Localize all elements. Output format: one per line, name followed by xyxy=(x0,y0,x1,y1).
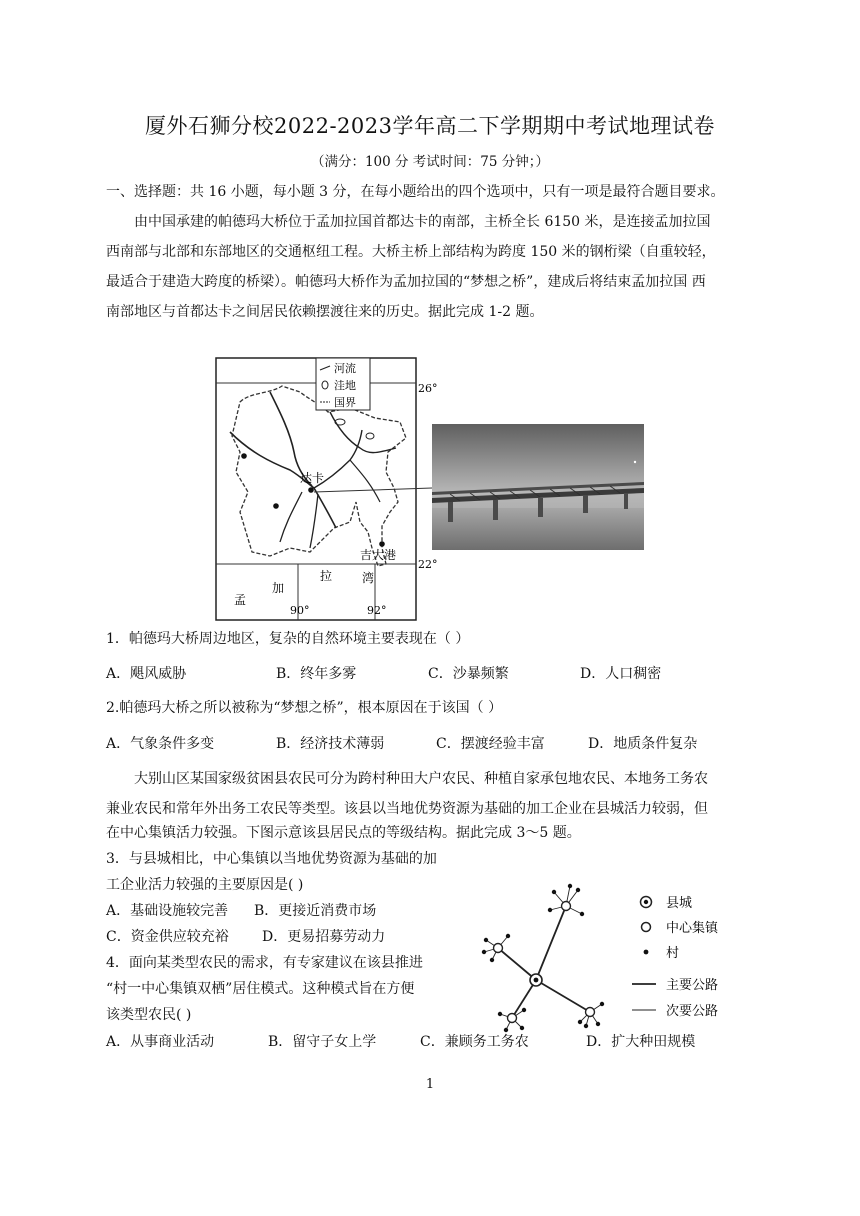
dhaka-dot xyxy=(308,487,314,493)
passage1-line-4: 南部地区与首都达卡之间居民依赖摆渡往来的历史。据此完成 1-2 题。 xyxy=(106,304,544,320)
svg-text:92°: 92° xyxy=(367,604,387,617)
svg-text:孟: 孟 xyxy=(234,593,247,607)
q1-option-c[interactable]: C．沙暴频繁 xyxy=(428,666,509,682)
passage2-line-2: 兼业农民和常年外出务工农民等类型。该县以当地优势资源为基础的加工企业在县城活力较弱，但 xyxy=(106,801,708,817)
svg-text:县城: 县城 xyxy=(666,896,693,911)
q4-option-a[interactable]: A．从事商业活动 xyxy=(106,1034,215,1050)
dhaka-label: 达卡 xyxy=(300,471,325,485)
svg-text:拉: 拉 xyxy=(320,569,333,583)
main-road xyxy=(498,948,536,980)
city-dot xyxy=(273,503,279,509)
q3-option-a[interactable]: A．基础设施较完善 xyxy=(106,903,229,919)
page-number: 1 xyxy=(425,1077,435,1092)
svg-text:22°: 22° xyxy=(418,558,438,571)
q2-option-c[interactable]: C．摆渡经验丰富 xyxy=(436,736,545,752)
exam-subtitle: （满分：100 分 考试时间：75 分钟；） xyxy=(310,154,550,170)
passage2-line-1: 大别山区某国家级贫困县农民可分为跨村种田大户农民、种植自家承包地农民、本地务工务农 xyxy=(134,771,708,787)
q2-option-b[interactable]: B．经济技术薄弱 xyxy=(276,736,385,752)
q1-option-a[interactable]: A．飓风威胁 xyxy=(106,666,187,682)
passage2-line-3: 在中心集镇活力较强。下图示意该县居民点的等级结构。据此完成 3～5 题。 xyxy=(106,825,581,841)
main-road xyxy=(536,980,590,1012)
svg-text:加: 加 xyxy=(272,581,285,595)
q1-stem: 1．帕德玛大桥周边地区，复杂的自然环境主要表现在（ ） xyxy=(106,631,470,647)
passage1-line-3: 最适合于建造大跨度的桥梁）。帕德玛大桥作为孟加拉国的“梦想之桥”，建成后将结束孟加拉国 西 xyxy=(106,274,706,290)
q3-option-d[interactable]: D．更易招募劳动力 xyxy=(262,929,386,945)
q2-stem: 2.帕德玛大桥之所以被称为“梦想之桥”，根本原因在于该国（ ） xyxy=(106,700,503,716)
q2-option-d[interactable]: D．地质条件复杂 xyxy=(588,736,698,752)
q1-option-b[interactable]: B．终年多雾 xyxy=(276,666,357,682)
svg-text:主要公路: 主要公路 xyxy=(666,978,719,993)
svg-text:洼地: 洼地 xyxy=(334,379,356,392)
chittagong-dot xyxy=(379,541,385,547)
q4-option-d[interactable]: D．扩大种田规模 xyxy=(586,1034,696,1050)
q4-option-b[interactable]: B．留守子女上学 xyxy=(268,1034,377,1050)
passage1-line-2: 西南部与北部和东部地区的交通枢纽工程。大桥主桥上部结构为跨度 150 米的钢桁梁（自重较轻， xyxy=(106,244,716,260)
q3-option-b[interactable]: B．更接近消费市场 xyxy=(254,903,377,919)
q4-option-c[interactable]: C．兼顾务工务农 xyxy=(420,1034,529,1050)
svg-text:国界: 国界 xyxy=(334,396,356,409)
chittagong-label: 吉大港 xyxy=(360,548,397,562)
svg-text:河流: 河流 xyxy=(334,362,356,375)
svg-text:26°: 26° xyxy=(418,382,438,395)
svg-text:90°: 90° xyxy=(290,604,310,617)
svg-text:村: 村 xyxy=(666,946,680,961)
exam-title: 厦外石狮分校2022-2023学年高二下学期期中考试地理试卷 xyxy=(145,114,715,138)
svg-text:中心集镇: 中心集镇 xyxy=(666,921,719,936)
diagram-legend xyxy=(632,896,719,1019)
svg-text:次要公路: 次要公路 xyxy=(666,1004,719,1019)
main-road xyxy=(536,906,566,980)
q3-stem-line-2: 工企业活力较强的主要原因是( ) xyxy=(106,877,304,893)
q4-stem-line-2: “村一中心集镇双栖”居住模式。这种模式旨在方便 xyxy=(106,981,415,997)
q3-option-c[interactable]: C．资金供应较充裕 xyxy=(106,929,229,945)
q2-option-a[interactable]: A．气象条件多变 xyxy=(106,736,215,752)
q4-stem-line-1: 4．面向某类型农民的需求，有专家建议在该县推进 xyxy=(106,955,423,971)
bridge-photo xyxy=(432,424,644,550)
svg-text:湾: 湾 xyxy=(362,571,375,585)
q2-options xyxy=(0,733,860,753)
q1-options xyxy=(0,663,860,683)
passage1-line-1: 由中国承建的帕德玛大桥位于孟加拉国首都达卡的南部，主桥全长 6150 米，是连接孟加拉国 xyxy=(134,214,711,230)
city-dot xyxy=(241,453,247,459)
q4-stem-line-3: 该类型农民( ) xyxy=(106,1007,192,1023)
section-heading: 一、选择题：共 16 小题，每小题 3 分，在每小题给出的四个选项中，只有一项是最符合题目要求。 xyxy=(106,184,725,200)
settlement-hierarchy-diagram xyxy=(470,856,750,1038)
q1-option-d[interactable]: D．人口稠密 xyxy=(580,666,662,682)
bangladesh-map-figure xyxy=(210,352,650,624)
q3-stem-line-1: 3．与县城相比，中心集镇以当地优势资源为基础的加 xyxy=(106,851,437,867)
